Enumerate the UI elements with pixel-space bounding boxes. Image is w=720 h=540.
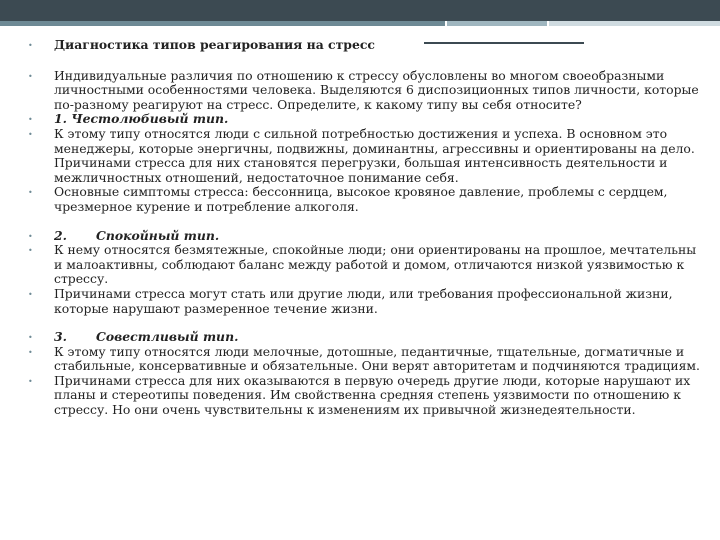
slide-title-item bbox=[28, 38, 704, 53]
bullet-icon: • bbox=[28, 231, 33, 241]
bullet-icon: • bbox=[28, 71, 33, 81]
item-text: К этому типу относятся люди с сильной потребностью достижения и успеха. В основном это менеджеры, которые энергичны, подвижны, доминантны, агрессивны и ориентированы на дело. Причинами стресса для них становятся перегрузки, большая интенсивность деятельности и межличностных отношений, недостаточное понимание себя. bbox=[54, 125, 695, 185]
item-text: К нему относятся безмятежные, спокойные люди; они ориентированы на прошлое, мечтательны и малоактивны, соблюдают баланс между работой и домом, отличаются низкой уязвимостью к стрессу. bbox=[54, 242, 697, 287]
type-number: 2. bbox=[54, 227, 67, 243]
bullet-icon: • bbox=[28, 246, 33, 256]
bullet-icon: • bbox=[28, 129, 33, 139]
item-text: Основные симптомы стресса: бессонница, высокое кровяное давление, проблемы с сердцем, чрезмерное курение и потребление алкоголя. bbox=[54, 184, 668, 214]
item-text: К этому типу относятся люди мелочные, дотошные, педантичные, тщательные, догматичные и стабильные, консервативные и обязательные. Они верят авторитетам и подчиняются традициям. bbox=[54, 343, 700, 374]
type-heading: Совестливый тип. bbox=[96, 329, 239, 345]
slide-content bbox=[28, 38, 704, 418]
list-item bbox=[28, 69, 704, 113]
list-item bbox=[28, 330, 704, 345]
list-item bbox=[28, 112, 704, 127]
bullet-icon: • bbox=[28, 289, 33, 299]
type-heading: Спокойный тип. bbox=[96, 227, 220, 243]
bullet-icon: • bbox=[28, 41, 33, 50]
list-item bbox=[28, 374, 704, 418]
slide-accent-bar bbox=[447, 21, 547, 26]
slide-title: Диагностика типов реагирования на стресс bbox=[54, 37, 375, 52]
list-item bbox=[28, 127, 704, 185]
type-number: 3. bbox=[54, 329, 67, 345]
bullet-icon: • bbox=[28, 347, 33, 357]
item-text: Индивидуальные различия по отношению к стрессу обусловлены во многом своеобразными личностными особенностями человека. Выделяются 6 диспозиционных типов личности, которые по-разному реагируют на стресс. Определите, к какому типу вы себя относите? bbox=[54, 67, 699, 112]
list-item bbox=[28, 185, 704, 214]
type-heading: 1. Честолюбивый тип. bbox=[54, 111, 229, 127]
list-item bbox=[28, 287, 704, 316]
bullet-icon: • bbox=[28, 188, 33, 198]
item-text: Причинами стресса могут стать или другие люди, или требования профессиональной жизни, которые нарушают размеренное течение жизни. bbox=[54, 285, 673, 316]
list-item bbox=[28, 345, 704, 374]
slide-top-bar bbox=[0, 0, 720, 21]
slide-accent-bar bbox=[549, 21, 720, 26]
list-item bbox=[28, 243, 704, 287]
list-item bbox=[28, 229, 704, 244]
slide-accent-bar bbox=[0, 21, 445, 26]
item-text: Причинами стресса для них оказываются в первую очередь другие люди, которые нарушают их планы и стереотипы поведения. Им свойственна средняя степень уязвимости по отношению к стрессу. Но они очень чувствительны к изменениям их привычной жизнедеятельности. bbox=[54, 372, 691, 418]
bullet-icon: • bbox=[28, 333, 33, 343]
bullet-icon: • bbox=[28, 115, 33, 125]
bullet-icon: • bbox=[28, 376, 33, 386]
